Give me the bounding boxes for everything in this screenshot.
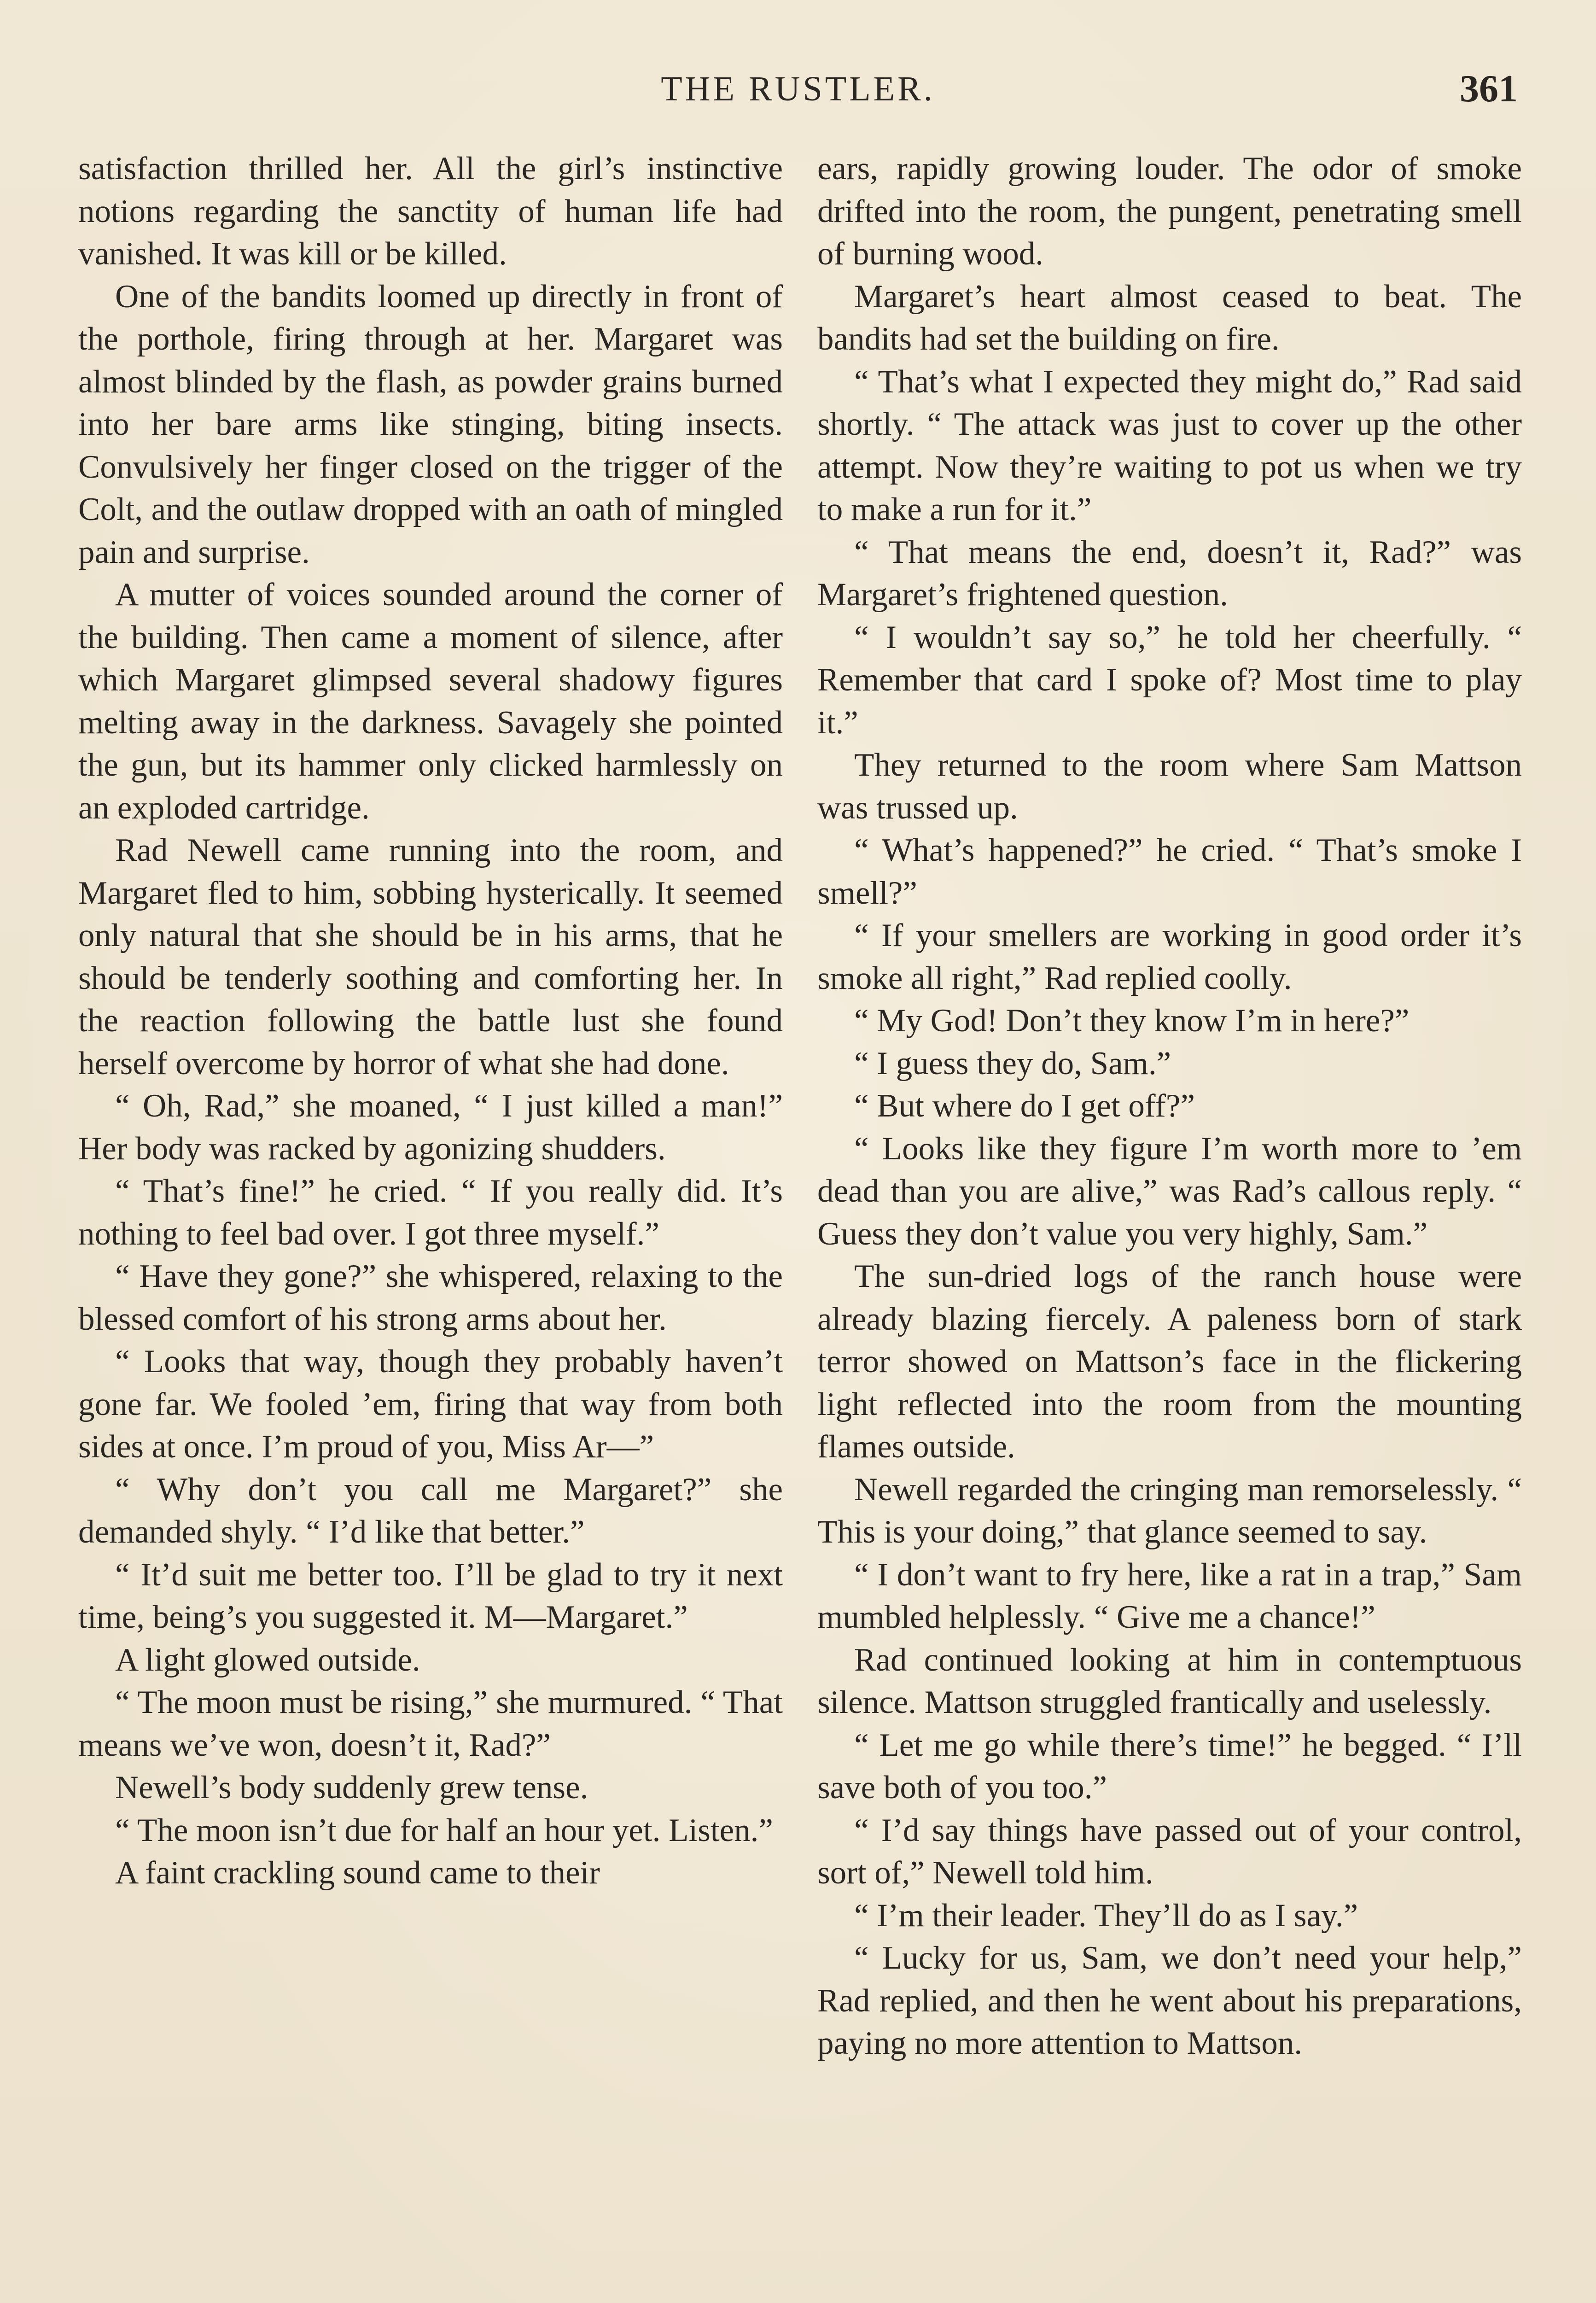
paragraph: “ That’s fine!” he cried. “ If you really did. It’s nothing to feel bad over. I got three myself.” — [78, 1173, 783, 1252]
running-head: THE RUSTLER. — [661, 70, 935, 108]
paragraph: The sun-dried logs of the ranch house were already blazing fiercely. A paleness born of stark terror showed on Mattson’s face in the flickering light reflected into the room from the mounting flames outside. — [817, 1258, 1522, 1465]
paragraph: “ My God! Don’t they know I’m in here?” — [854, 1003, 1410, 1039]
paragraph: “ I’d say things have passed out of your control, sort of,” Newell told him. — [817, 1812, 1522, 1891]
paragraph: “ If your smellers are working in good order it’s smoke all right,” Rad replied coolly. — [817, 918, 1522, 996]
paragraph: Newell’s body suddenly grew tense. — [115, 1770, 588, 1806]
paragraph: Newell regarded the cringing man remorselessly. “ This is your doing,” that glance seemed to say. — [817, 1471, 1522, 1550]
paragraph: A faint crackling sound came to their — [115, 1855, 600, 1891]
page-header — [78, 69, 1518, 120]
paragraph: “ Looks like they figure I’m worth more to ’em dead than you are alive,” was Rad’s callous reply. “ Guess they don’t value you very highly, Sam.” — [817, 1130, 1522, 1252]
paragraph: “ That means the end, doesn’t it, Rad?” was Margaret’s frightened question. — [817, 534, 1522, 613]
paragraph: ears, rapidly growing louder. The odor of smoke drifted into the room, the pungent, penetrating smell of burning wood. — [817, 151, 1522, 272]
paragraph: “ I don’t want to fry here, like a rat in a trap,” Sam mumbled helplessly. “ Give me a chance!” — [817, 1556, 1522, 1635]
paragraph: “ What’s happened?” he cried. “ That’s smoke I smell?” — [817, 832, 1522, 911]
paragraph: “ Oh, Rad,” she moaned, “ I just killed a man!” Her body was racked by agonizing shudders. — [78, 1088, 783, 1167]
paragraph: satisfaction thrilled her. All the girl’s instinctive notions regarding the sanctity of human life had vanished. It was kill or be killed. — [78, 151, 783, 272]
paragraph: “ I guess they do, Sam.” — [854, 1045, 1171, 1081]
paragraph: “ Why don’t you call me Margaret?” she demanded shyly. “ I’d like that better.” — [78, 1471, 783, 1550]
paragraph: A mutter of voices sounded around the corner of the building. Then came a moment of silence, after which Margaret glimpsed several shadowy figures melting away in the darkness. Savagely she pointed the gun, but its hammer only clicked harmlessly on an exploded cartridge. — [78, 577, 783, 826]
paragraph: “ Looks that way, though they probably haven’t gone far. We fooled ’em, firing that way from both sides at once. I’m proud of you, Miss Ar—” — [78, 1344, 783, 1465]
paragraph: “ Have they gone?” she whispered, relaxing to the blessed comfort of his strong arms about her. — [78, 1258, 783, 1337]
paragraph: Rad Newell came running into the room, and Margaret fled to him, sobbing hysterically. It seemed only natural that she should be in his arms, that he should be tenderly soothing and comforting her. In the reaction following the battle lust she found herself overcome by horror of what she had done. — [78, 832, 783, 1081]
paragraph: “ Lucky for us, Sam, we don’t need your help,” Rad replied, and then he went about his preparations, paying no more attention to Mattson. — [817, 1940, 1522, 2061]
paragraph: Rad continued looking at him in contemptuous silence. Mattson struggled frantically and uselessly. — [817, 1642, 1522, 1720]
paragraph: “ I’m their leader. They’ll do as I say.” — [854, 1897, 1358, 1934]
paragraph: They returned to the room where Sam Mattson was trussed up. — [817, 747, 1522, 826]
paragraph: Margaret’s heart almost ceased to beat. The bandits had set the building on fire. — [817, 278, 1522, 357]
page-number: 361 — [1460, 67, 1518, 110]
paragraph: One of the bandits loomed up directly in front of the porthole, firing through at her. Margaret was almost blinded by the flash, as powder grains burned into her bare arms like stinging, biting insects. Convulsively her finger closed on the trigger of the Colt, and the outlaw dropped with an oath of mingled pain and surprise. — [78, 278, 783, 570]
paragraph: “ The moon must be rising,” she murmured. “ That means we’ve won, doesn’t it, Rad?” — [78, 1684, 783, 1763]
right-column — [817, 147, 1522, 2065]
paragraph: A light glowed outside. — [115, 1642, 420, 1678]
paragraph: “ But where do I get off?” — [854, 1088, 1195, 1124]
paragraph: “ That’s what I expected they might do,” Rad said shortly. “ The attack was just to cover up the other attempt. Now they’re waiting to pot us when we try to make a run for it.” — [817, 363, 1522, 527]
paragraph: “ The moon isn’t due for half an hour yet. Listen.” — [115, 1812, 773, 1848]
left-column — [78, 147, 783, 1894]
paragraph: “ It’d suit me better too. I’ll be glad to try it next time, being’s you suggested it. M—Margaret.” — [78, 1556, 783, 1635]
paragraph: “ I wouldn’t say so,” he told her cheerfully. “ Remember that card I spoke of? Most time to play it.” — [817, 619, 1522, 741]
paragraph: “ Let me go while there’s time!” he begged. “ I’ll save both of you too.” — [817, 1727, 1522, 1806]
